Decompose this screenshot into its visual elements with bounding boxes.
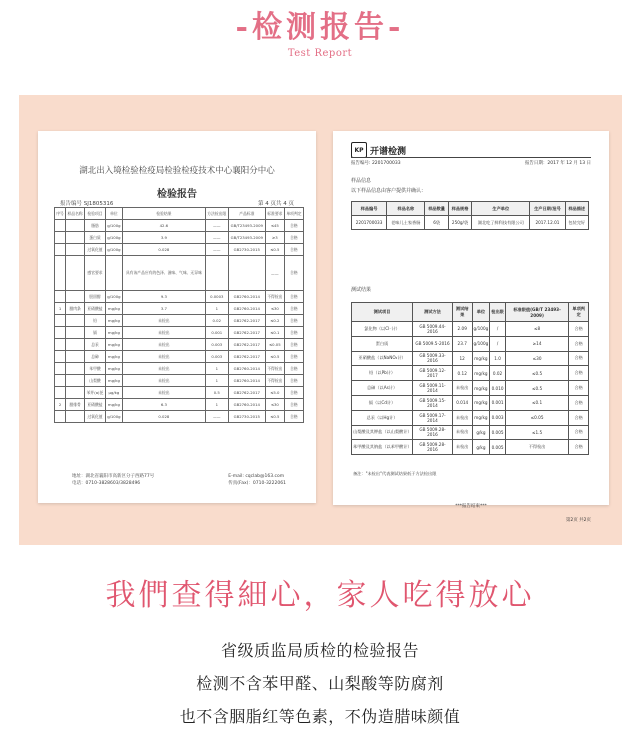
table-cell: ≤8 xyxy=(505,322,569,337)
table-cell: 未检出 xyxy=(452,381,472,396)
table-cell: g/100g xyxy=(105,411,122,423)
slogan: 我們查得細心，家人吃得放心 xyxy=(105,578,535,613)
table-cell: 1.0 xyxy=(490,351,506,366)
table-header-cell: 测试方法 xyxy=(413,303,453,322)
table-cell: mg/kg xyxy=(105,339,122,351)
table-row xyxy=(55,351,304,363)
table-cell: 未检出 xyxy=(122,375,205,387)
table-header-cell: 单位 xyxy=(105,208,122,220)
table-cell: ≤5.0 xyxy=(265,387,284,399)
doc2-note: 备注："未检出"代表测试结果低于方法检出限 xyxy=(353,471,437,476)
table-cell: 3.9 xyxy=(122,232,205,244)
table-header-cell: 序号 xyxy=(55,208,66,220)
description-lines xyxy=(0,634,640,733)
doc2-end-marker: ***报告结束*** xyxy=(455,504,487,509)
table-cell: 铅（以Pb计） xyxy=(352,366,413,381)
table-cell: 合格 xyxy=(284,375,303,387)
table-cell: 氯化物（以Cl⁻计） xyxy=(352,322,413,337)
description-line: 检测不含苯甲醛、山梨酸等防腐剂 xyxy=(196,674,444,693)
doc1-email: E-mail: cqclab@163.com xyxy=(228,474,285,479)
table-cell: 0.12 xyxy=(452,366,472,381)
table-cell: 合格 xyxy=(284,244,303,256)
table-cell: 蛋白质 xyxy=(352,336,413,351)
table-row xyxy=(55,256,304,291)
table-row xyxy=(55,303,304,315)
table-cell: 总砷 xyxy=(85,351,106,363)
table-cell: GB 5009.5-2016 xyxy=(413,336,453,351)
table-cell: 0.003 xyxy=(205,351,228,363)
table-cell: μg/kg xyxy=(105,387,122,399)
table-cell: 亚硝酸盐 xyxy=(85,399,106,411)
description-line: 也不含胭脂红等色素，不伪造腊味颜值 xyxy=(179,707,461,726)
table-cell: 12 xyxy=(452,351,472,366)
table-cell xyxy=(66,387,85,399)
table-row xyxy=(55,315,304,327)
table-cell: 1 xyxy=(205,303,228,315)
table-header-cell: 检出限 xyxy=(490,303,506,322)
table-cell: 未检出 xyxy=(122,351,205,363)
table-cell: 1 xyxy=(205,363,228,375)
table-row xyxy=(352,410,589,425)
table-cell: 0.028 xyxy=(122,411,205,423)
table-cell: / xyxy=(490,336,506,351)
table-cell xyxy=(55,363,66,375)
table-row xyxy=(352,440,589,455)
table-row xyxy=(55,375,304,387)
table-cell xyxy=(66,375,85,387)
page-title: -检测报告- xyxy=(235,10,405,45)
table-cell: 亚硝酸盐 xyxy=(85,303,106,315)
table-cell: —— xyxy=(205,232,228,244)
table-cell: mg/kg xyxy=(105,351,122,363)
table-cell xyxy=(228,256,265,291)
table-cell: 合格 xyxy=(284,339,303,351)
table-cell: 合格 xyxy=(284,351,303,363)
table-cell: 镉（以Cd计） xyxy=(352,395,413,410)
table-header-cell: 单位 xyxy=(472,303,490,322)
table-cell: 腊排骨 xyxy=(66,399,85,411)
table-cell: 脂肪 xyxy=(85,220,106,232)
table-cell: 未检出 xyxy=(122,363,205,375)
table-cell xyxy=(55,220,66,232)
table-cell: 苯并(a)芘 xyxy=(85,387,106,399)
table-cell: 0.005 xyxy=(490,425,506,440)
table-header-cell: 单项判定 xyxy=(284,208,303,220)
table-cell: 镉 xyxy=(85,327,106,339)
table-cell: GB 5009.11-2014 xyxy=(413,381,453,396)
table-cell: 未检出 xyxy=(122,315,205,327)
table-row xyxy=(55,399,304,411)
table-cell: 合格 xyxy=(284,387,303,399)
table-cell: GB 5009.33-2016 xyxy=(413,351,453,366)
table-header-cell: 样品规格 xyxy=(448,202,471,216)
table-cell: GB 5009.12-2017 xyxy=(413,366,453,381)
description-line: 省级质监局质检的检验报告 xyxy=(220,641,419,660)
table-header-cell: 样品编号 xyxy=(352,202,387,216)
doc1-phone: 电话：0710-3828603/3828496 xyxy=(72,481,141,486)
table-cell: mg/kg xyxy=(472,381,490,396)
table-cell: GB 5009.28-2016 xyxy=(413,440,453,455)
table-cell: 42.6 xyxy=(122,220,205,232)
test-report-document[interactable] xyxy=(333,131,609,523)
table-header-cell: 样品描述 xyxy=(565,202,589,216)
doc1-meta xyxy=(60,199,294,207)
table-row xyxy=(352,351,589,366)
doc2-results-table xyxy=(351,302,589,455)
doc1-fax: 传真(Fax)：0710-3222061 xyxy=(228,481,286,486)
table-cell: GB/T23493-2009 xyxy=(228,220,265,232)
table-cell: 合格 xyxy=(284,291,303,303)
table-row xyxy=(352,381,589,396)
table-row xyxy=(55,387,304,399)
table-cell: ≤0.05 xyxy=(265,339,284,351)
table-row xyxy=(55,363,304,375)
table-cell: 总砷（以As计） xyxy=(352,381,413,396)
table-cell: ≤0.1 xyxy=(265,327,284,339)
table-cell: 合格 xyxy=(569,322,589,337)
table-cell: 过氧化值 xyxy=(85,411,106,423)
table-cell xyxy=(66,232,85,244)
table-cell xyxy=(55,315,66,327)
table-cell: 0.003 xyxy=(490,410,506,425)
table-cell: —— xyxy=(205,220,228,232)
table-cell xyxy=(55,256,66,291)
table-cell: 未检出 xyxy=(122,327,205,339)
table-cell: 山梨酸及其钾盐（以山梨酸计） xyxy=(352,425,413,440)
doc1-title: 检验报告 xyxy=(157,189,197,200)
table-cell: 不得检出 xyxy=(505,440,569,455)
table-cell xyxy=(66,351,85,363)
table-cell: 0.001 xyxy=(205,327,228,339)
table-cell: —— xyxy=(205,411,228,423)
table-cell: ≤0.05 xyxy=(505,410,569,425)
doc2-sample-info-note: 以下样品信息由客户提供并确认： xyxy=(351,188,427,194)
table-cell xyxy=(105,256,122,291)
table-row xyxy=(352,366,589,381)
table-cell: ≤30 xyxy=(265,303,284,315)
doc2-section-sample-info: 样品信息 xyxy=(351,178,372,184)
table-cell: g/100g xyxy=(105,232,122,244)
table-cell: 2017.12.01 xyxy=(530,216,565,230)
table-cell: 不得检出 xyxy=(265,363,284,375)
table-row xyxy=(55,244,304,256)
report-panel xyxy=(19,95,622,545)
table-cell xyxy=(66,291,85,303)
table-cell: mg/kg xyxy=(105,399,122,411)
table-cell: 合格 xyxy=(284,256,303,291)
table-row xyxy=(352,425,589,440)
table-cell: 总汞 xyxy=(85,339,106,351)
table-cell: 合格 xyxy=(284,315,303,327)
table-cell: GB 5009.28-2016 xyxy=(413,425,453,440)
table-cell: 未检出 xyxy=(452,425,472,440)
table-cell: GB2762-2017 xyxy=(228,327,265,339)
table-cell: 合格 xyxy=(284,220,303,232)
table-header-cell: 样品名称 xyxy=(66,208,85,220)
doc2-meta xyxy=(351,160,591,166)
table-cell: GB2760-2014 xyxy=(228,303,265,315)
table-cell: 过氧化值 xyxy=(85,244,106,256)
table-row xyxy=(55,339,304,351)
table-header-cell: 测试结果 xyxy=(452,303,472,322)
table-cell: ≤30 xyxy=(505,351,569,366)
table-cell: 铅 xyxy=(85,315,106,327)
table-cell: 山梨酸 xyxy=(85,375,106,387)
table-row xyxy=(55,411,304,423)
table-cell: 合格 xyxy=(284,411,303,423)
table-header-cell: 方法检出限 xyxy=(205,208,228,220)
table-cell: mg/kg xyxy=(105,363,122,375)
table-cell: / xyxy=(490,322,506,337)
table-cell: 胆固醇 xyxy=(85,291,106,303)
table-cell: mg/kg xyxy=(105,315,122,327)
table-header-cell: 单项判定 xyxy=(569,303,589,322)
table-header-row xyxy=(55,208,304,220)
table-cell: GB 5009.17-2014 xyxy=(413,410,453,425)
table-cell: GB2762-2017 xyxy=(228,339,265,351)
doc1-footer xyxy=(72,473,286,487)
table-cell xyxy=(205,256,228,291)
table-cell: 亚硝酸盐（以NaNO₂计） xyxy=(352,351,413,366)
table-cell xyxy=(66,220,85,232)
table-cell xyxy=(66,339,85,351)
table-header-cell: 生产单位 xyxy=(472,202,530,216)
doc1-results-table xyxy=(54,207,304,423)
table-header-cell: 检验结果 xyxy=(122,208,205,220)
table-row xyxy=(352,336,589,351)
table-cell: ≤0.5 xyxy=(265,244,284,256)
table-cell: GB2760-2014 xyxy=(228,399,265,411)
table-header-row xyxy=(352,202,589,216)
table-cell: 湖北吃了鲜科技有限公司 xyxy=(472,216,530,230)
table-cell: 0.010 xyxy=(490,381,506,396)
table-cell: ≤0.1 xyxy=(505,395,569,410)
table-cell: 6.3 xyxy=(122,399,205,411)
table-cell: —— xyxy=(265,256,284,291)
table-cell xyxy=(66,327,85,339)
table-cell: 0.5 xyxy=(205,387,228,399)
table-cell: GB2730-2015 xyxy=(228,244,265,256)
table-cell: 合格 xyxy=(284,232,303,244)
table-cell: 合格 xyxy=(569,366,589,381)
table-cell: ≤0.5 xyxy=(265,351,284,363)
table-cell: mg/kg xyxy=(105,327,122,339)
table-cell: 合格 xyxy=(569,381,589,396)
table-cell: 总汞（以Hg计） xyxy=(352,410,413,425)
table-row xyxy=(55,232,304,244)
doc2-section-test-results: 测试结果 xyxy=(351,287,372,293)
table-cell: GB2760-2014 xyxy=(228,363,265,375)
table-cell: 2 xyxy=(55,399,66,411)
table-cell: 蛋白质 xyxy=(85,232,106,244)
table-cell: GB2730-2015 xyxy=(228,411,265,423)
table-cell: GB2762-2017 xyxy=(228,387,265,399)
table-header-cell: 生产日期/批号 xyxy=(530,202,565,216)
table-cell: 合格 xyxy=(569,395,589,410)
table-cell xyxy=(55,327,66,339)
table-cell: 合格 xyxy=(284,363,303,375)
doc1-contact xyxy=(228,473,286,487)
table-cell xyxy=(66,411,85,423)
table-cell: 不得检出 xyxy=(265,375,284,387)
table-cell xyxy=(55,411,66,423)
table-cell: mg/kg xyxy=(105,375,122,387)
table-cell xyxy=(55,232,66,244)
table-cell: ≤45 xyxy=(265,220,284,232)
table-cell: 合格 xyxy=(569,410,589,425)
table-cell: GB2762-2017 xyxy=(228,351,265,363)
table-cell: 合格 xyxy=(284,303,303,315)
table-cell xyxy=(55,339,66,351)
table-cell: ≤0.5 xyxy=(505,366,569,381)
table-cell: 腊肉条 xyxy=(66,303,85,315)
table-cell: 1 xyxy=(205,399,228,411)
table-cell xyxy=(55,291,66,303)
lab-logo xyxy=(351,142,406,158)
table-cell: 1 xyxy=(55,303,66,315)
table-cell: 未检出 xyxy=(452,440,472,455)
table-cell: ≤30 xyxy=(265,399,284,411)
table-cell: GB2760-2014 xyxy=(228,375,265,387)
table-cell: 1 xyxy=(205,375,228,387)
table-cell: ≤0.5 xyxy=(265,411,284,423)
header xyxy=(0,8,640,59)
doc1-address: 地址：湖北省襄阳市高新区分子西路77号 xyxy=(72,474,155,479)
table-cell: 苯甲酸 xyxy=(85,363,106,375)
table-header-row xyxy=(352,303,589,322)
table-cell: 0.02 xyxy=(490,366,506,381)
table-cell: 未检出 xyxy=(122,387,205,399)
table-cell: GB/T23493-2009 xyxy=(228,232,265,244)
table-cell: g/kg xyxy=(472,425,490,440)
table-cell: 250g/袋 xyxy=(448,216,471,230)
table-cell: 合格 xyxy=(569,336,589,351)
table-cell: 不得检出 xyxy=(265,291,284,303)
table-cell: mg/kg xyxy=(472,410,490,425)
table-cell: 合格 xyxy=(284,399,303,411)
doc2-page-number: 第2页 共2页 xyxy=(565,518,591,523)
table-cell: mg/kg xyxy=(105,303,122,315)
table-cell: ≤0.2 xyxy=(265,315,284,327)
table-cell: 23.7 xyxy=(452,336,472,351)
table-cell xyxy=(55,351,66,363)
lab-logo-icon: KP xyxy=(351,142,367,158)
table-cell: 未检出 xyxy=(452,410,472,425)
table-cell: 0.0003 xyxy=(205,291,228,303)
doc1-page-number: 第 4 页共 4 页 xyxy=(258,201,294,207)
table-header-cell: 检验项目 xyxy=(85,208,106,220)
table-row xyxy=(55,291,304,303)
table-cell: mg/kg xyxy=(472,366,490,381)
table-cell: 具有该产品应有的色泽、滋味、气味、无异味 xyxy=(122,256,205,291)
table-cell: g/100g xyxy=(472,322,490,337)
table-cell: GB2760-2014 xyxy=(228,291,265,303)
table-header-cell: 标准限值(GB/T 23493-2009) xyxy=(505,303,569,322)
doc2-report-date: 报告日期：2017 年 12 月 13 日 xyxy=(524,161,591,166)
table-cell: 9.3 xyxy=(122,291,205,303)
table-cell: g/100g xyxy=(105,291,122,303)
table-cell: g/kg xyxy=(472,440,490,455)
table-cell: 0.02 xyxy=(205,315,228,327)
table-cell: 合格 xyxy=(569,440,589,455)
table-cell: g/100g xyxy=(105,220,122,232)
table-row xyxy=(352,395,589,410)
table-cell: —— xyxy=(205,244,228,256)
table-cell: 0.014 xyxy=(452,395,472,410)
table-cell: mg/kg xyxy=(472,351,490,366)
doc2-report-number: 报告编号: 2201700033 xyxy=(351,161,401,166)
table-row xyxy=(352,322,589,337)
table-cell: ≥14 xyxy=(505,336,569,351)
table-cell xyxy=(55,375,66,387)
table-cell: 3.7 xyxy=(122,303,205,315)
table-cell: 未检出 xyxy=(122,339,205,351)
table-cell: 0.003 xyxy=(205,339,228,351)
table-cell: 2201700033 xyxy=(352,216,387,230)
table-cell xyxy=(66,363,85,375)
table-cell: g/100g xyxy=(472,336,490,351)
table-cell: 2.09 xyxy=(452,322,472,337)
table-header-cell: 测试项目 xyxy=(352,303,413,322)
table-cell: 6袋 xyxy=(425,216,448,230)
table-cell: ≤0.5 xyxy=(505,381,569,396)
table-cell xyxy=(66,244,85,256)
table-cell: 苯甲酸及其钠盐（以苯甲酸计） xyxy=(352,440,413,455)
doc2-sample-info-table xyxy=(351,201,589,230)
table-cell xyxy=(55,244,66,256)
table-cell: ≤1.5 xyxy=(505,425,569,440)
table-cell: GB2762-2017 xyxy=(228,315,265,327)
table-header-cell: 产品标准 xyxy=(228,208,265,220)
table-cell: ≥3 xyxy=(265,232,284,244)
table-row xyxy=(55,327,304,339)
table-cell: mg/kg xyxy=(472,395,490,410)
table-header-cell: 样品数量 xyxy=(425,202,448,216)
table-cell: 包装完好 xyxy=(565,216,589,230)
table-row xyxy=(352,216,589,230)
table-cell xyxy=(66,315,85,327)
table-cell: GB 5009.44-2016 xyxy=(413,322,453,337)
table-cell: GB 5009.15-2014 xyxy=(413,395,453,410)
table-cell: 0.005 xyxy=(490,440,506,455)
doc1-report-number: 报告编号 SJ1805316 xyxy=(60,201,114,207)
table-cell: 合格 xyxy=(569,351,589,366)
divider xyxy=(351,157,591,158)
table-row xyxy=(55,220,304,232)
table-cell: 0.028 xyxy=(122,244,205,256)
table-cell: 0.001 xyxy=(490,395,506,410)
table-header-cell: 样品名称 xyxy=(387,202,425,216)
lab-logo-text: 开谱检测 xyxy=(370,146,407,157)
page-subtitle: Test Report xyxy=(287,48,353,59)
table-cell: 感官要求 xyxy=(85,256,106,291)
table-cell xyxy=(55,387,66,399)
inspection-report-document[interactable] xyxy=(38,131,316,503)
table-header-cell: 标准要求 xyxy=(265,208,284,220)
table-cell: 老味儿土家香肠 xyxy=(387,216,425,230)
doc1-organization: 湖北出入境检验检疫局检验检疫技术中心襄阳分中心 xyxy=(79,166,275,176)
table-cell: 合格 xyxy=(284,327,303,339)
table-cell: g/100g xyxy=(105,244,122,256)
table-cell: 合格 xyxy=(569,425,589,440)
table-cell xyxy=(66,256,85,291)
